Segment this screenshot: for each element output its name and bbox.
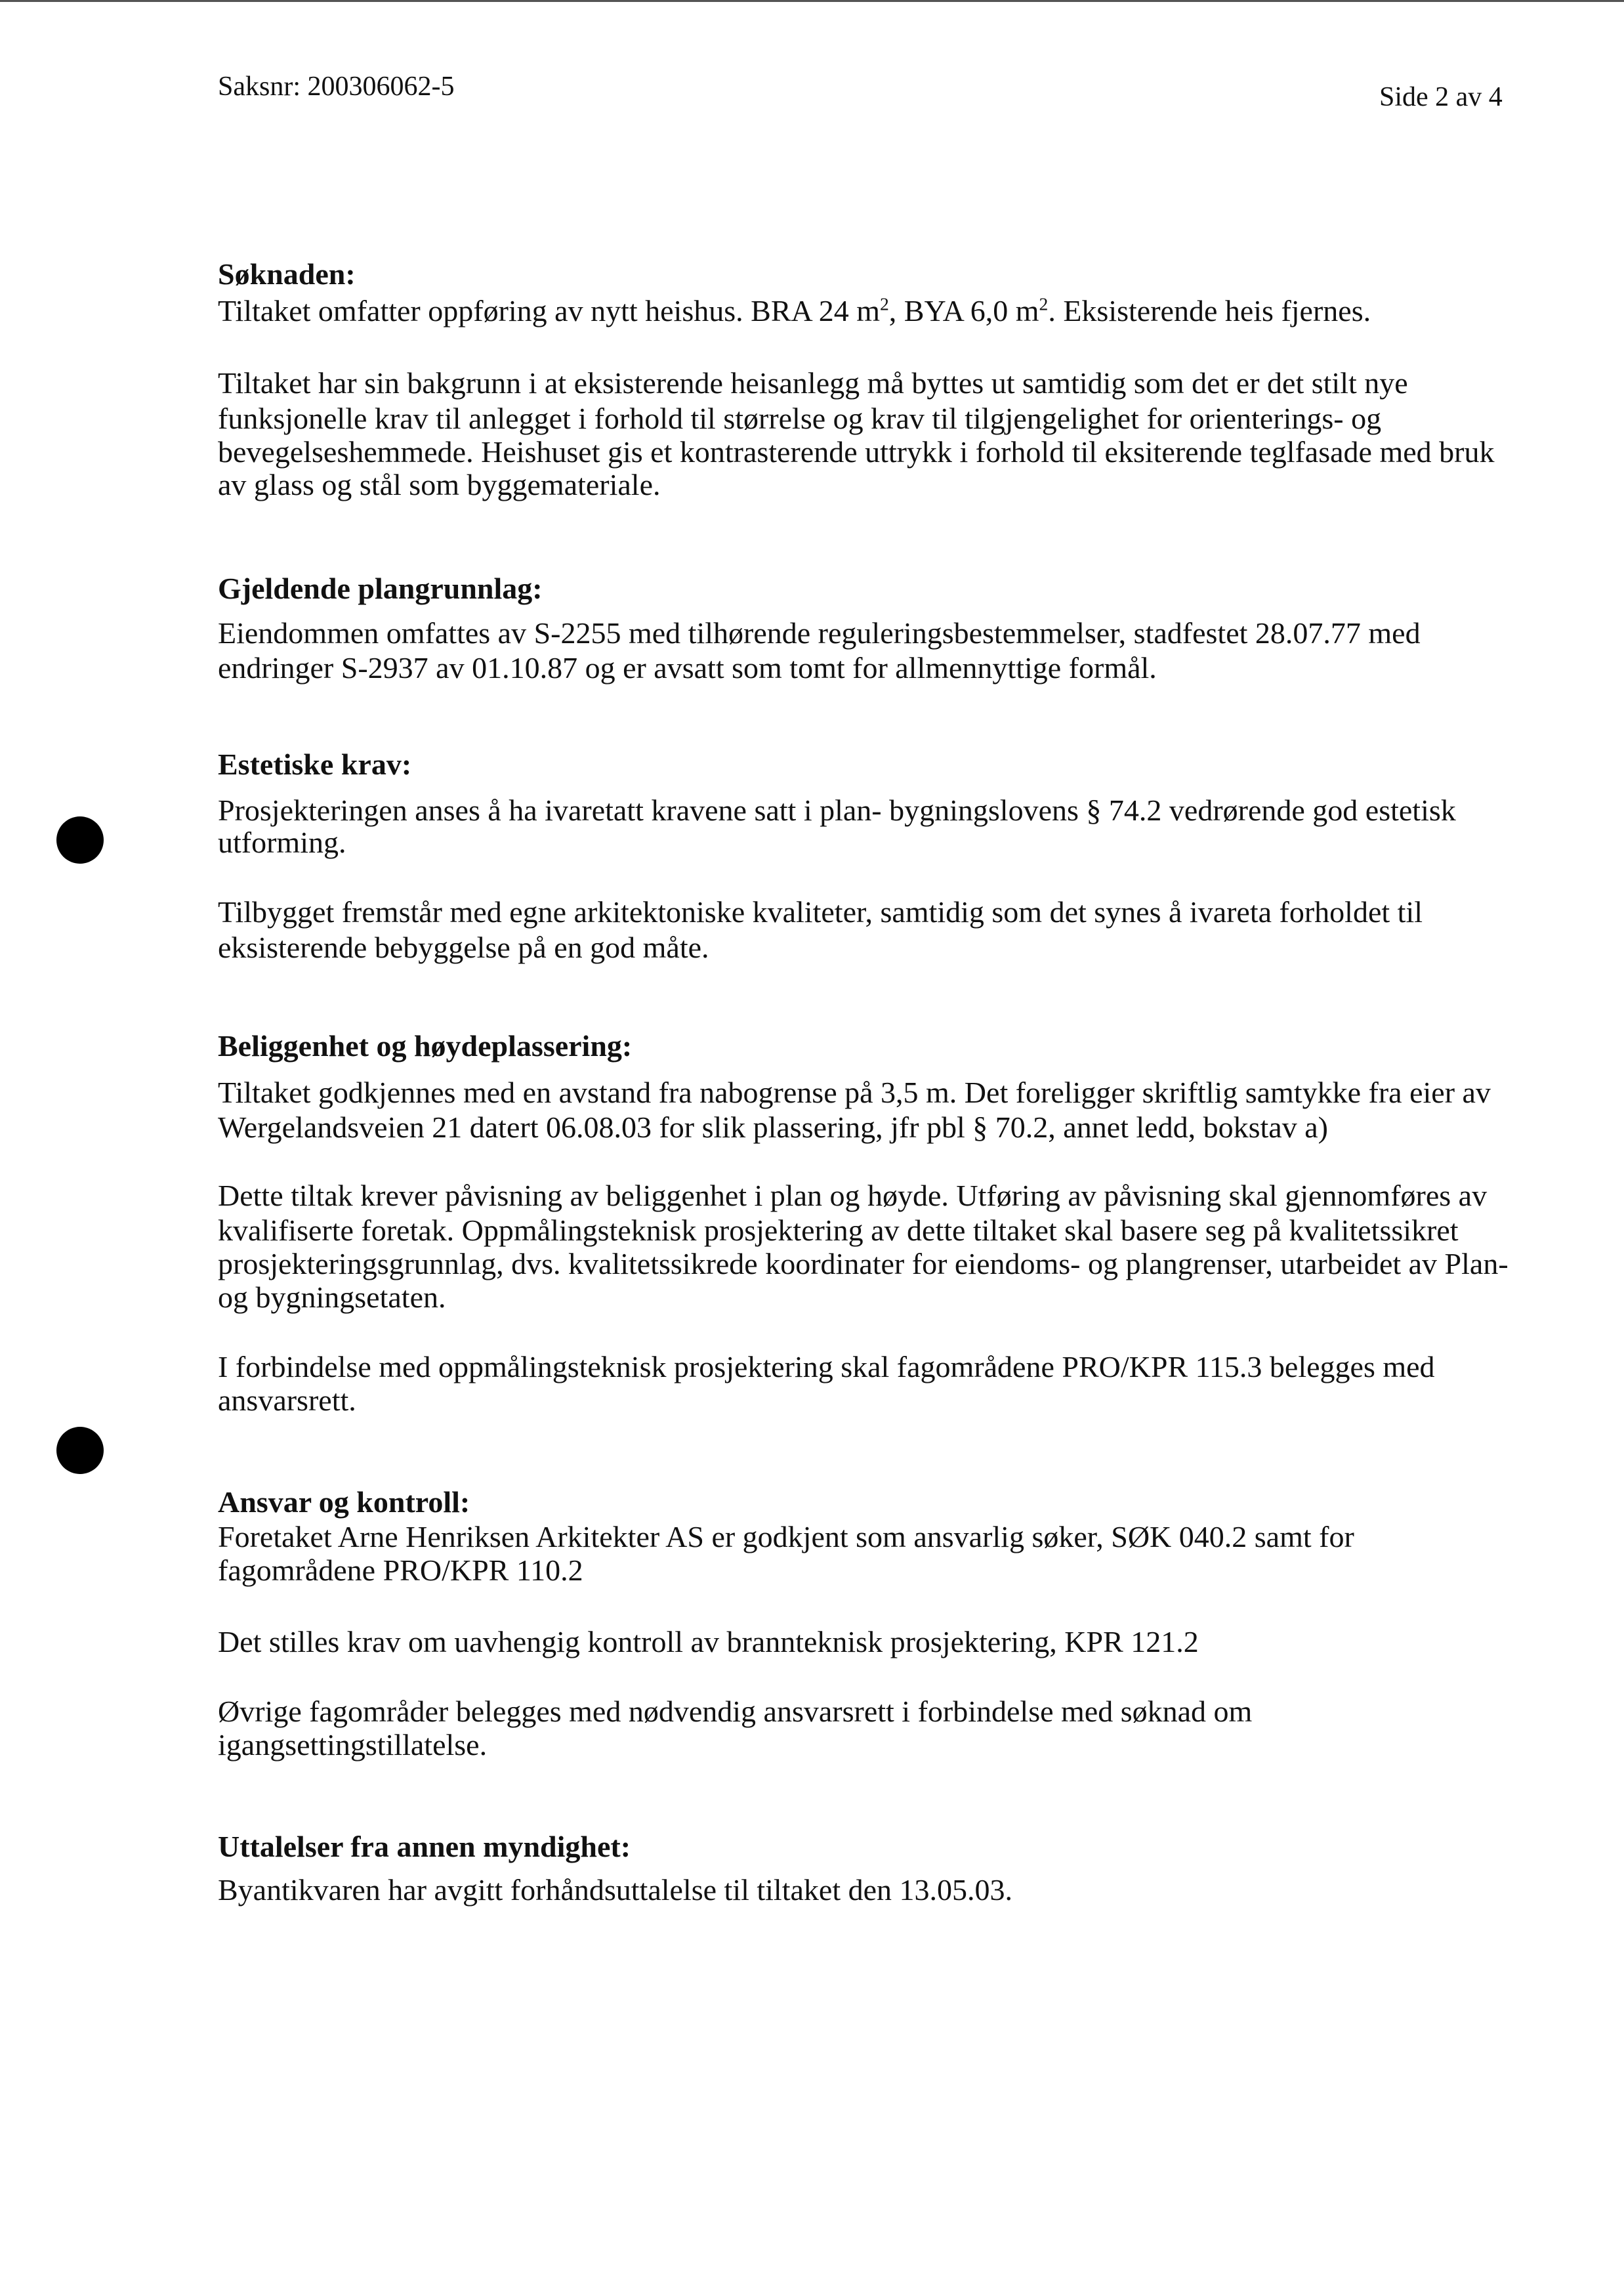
- paragraph-line: Foretaket Arne Henriksen Arkitekter AS er godkjent som ansvarlig søker, SØK 040.2 samt for: [218, 1520, 1354, 1553]
- paragraph-line: bevegelseshemmede. Heishuset gis et kontrasterende uttrykk i forhold til eksiterende teglfasade med bruk: [218, 435, 1495, 469]
- paragraph-line: Byantikvaren har avgitt forhåndsuttalelse til tiltaket den 13.05.03.: [218, 1873, 1013, 1907]
- section-heading: Beliggenhet og høydeplassering:: [218, 1029, 633, 1063]
- paragraph-line: Wergelandsveien 21 datert 06.08.03 for slik plassering, jfr pbl § 70.2, annet ledd, bokstav a): [218, 1110, 1328, 1144]
- paragraph-line: igangsettingstillatelse.: [218, 1728, 488, 1761]
- scan-top-edge: [0, 0, 1624, 2]
- paragraph-line: fagområdene PRO/KPR 110.2: [218, 1553, 583, 1587]
- paragraph-line: utforming.: [218, 826, 346, 859]
- section-heading: Ansvar og kontroll:: [218, 1485, 470, 1519]
- section-heading: Estetiske krav:: [218, 748, 412, 781]
- paragraph-line: kvalifiserte foretak. Oppmålingsteknisk prosjektering av dette tiltaket skal basere seg på kvalitetssikret: [218, 1213, 1459, 1247]
- paragraph-line: Dette tiltak krever påvisning av beliggenhet i plan og høyde. Utføring av påvisning skal gjennomføres av: [218, 1179, 1488, 1212]
- paragraph-line: Tilbygget fremstår med egne arkitektoniske kvaliteter, samtidig som det synes å ivareta forholdet til: [218, 895, 1423, 929]
- section-heading: Søknaden:: [218, 257, 356, 291]
- case-number: Saksnr: 200306062-5: [218, 72, 455, 102]
- punch-hole-mark: [56, 1427, 104, 1474]
- paragraph-line: Tiltaket omfatter oppføring av nytt heishus. BRA 24 $m^2$, BYA 6,0 $m^2$. Eksisterende heis fjernes.: [218, 293, 1371, 327]
- paragraph-line: Det stilles krav om uavhengig kontroll av brannteknisk prosjektering, KPR 121.2: [218, 1625, 1199, 1658]
- paragraph-line: av glass og stål som byggemateriale.: [218, 468, 661, 501]
- paragraph-line: prosjekteringsgrunnlag, dvs. kvalitetssikrede koordinater for eiendoms- og plangrenser, utarbeidet av Plan-: [218, 1247, 1509, 1280]
- section-heading: Gjeldende plangrunnlag:: [218, 572, 543, 605]
- paragraph-line: ansvarsrett.: [218, 1383, 356, 1417]
- paragraph-line: Prosjekteringen anses å ha ivaretatt kravene satt i plan- bygningslovens § 74.2 vedrørende god estetisk: [218, 793, 1456, 827]
- paragraph-line: Øvrige fagområder belegges med nødvendig ansvarsrett i forbindelse med søknad om: [218, 1695, 1253, 1728]
- page-indicator: Side 2 av 4: [1379, 82, 1503, 112]
- paragraph-line: funksjonelle krav til anlegget i forhold til størrelse og krav til tilgjengelighet for orienterings- og: [218, 402, 1382, 435]
- paragraph-line: Tiltaket har sin bakgrunn i at eksisterende heisanlegg må byttes ut samtidig som det er det stilt nye: [218, 366, 1408, 400]
- paragraph-line: eksisterende bebyggelse på en god måte.: [218, 931, 709, 964]
- punch-hole-mark: [56, 816, 104, 864]
- paragraph-line: Eiendommen omfattes av S-2255 med tilhørende reguleringsbestemmelser, stadfestet 28.07.77 med: [218, 616, 1421, 650]
- paragraph-line: Tiltaket godkjennes med en avstand fra nabogrense på 3,5 m. Det foreligger skriftlig samtykke fra eier av: [218, 1076, 1491, 1109]
- paragraph-line: endringer S-2937 av 01.10.87 og er avsatt som tomt for allmennyttige formål.: [218, 651, 1157, 685]
- paragraph-line: I forbindelse med oppmålingsteknisk prosjektering skal fagområdene PRO/KPR 115.3 belegges med: [218, 1350, 1435, 1383]
- section-heading: Uttalelser fra annen myndighet:: [218, 1830, 631, 1863]
- paragraph-line: og bygningsetaten.: [218, 1280, 446, 1314]
